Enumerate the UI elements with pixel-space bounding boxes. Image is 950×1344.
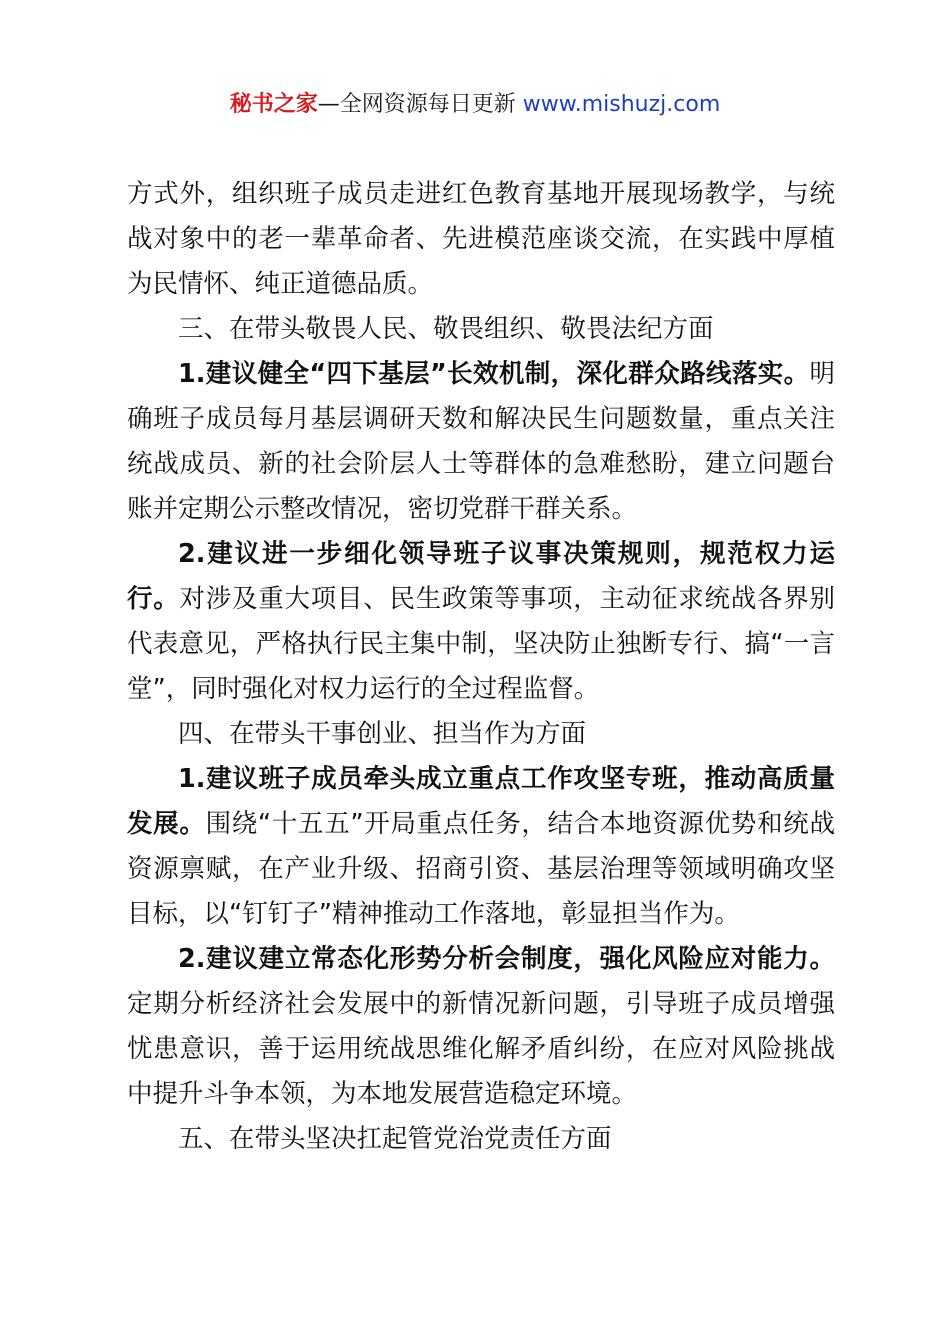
- header-tagline: —全网资源每日更新: [317, 92, 523, 117]
- paragraph-4-2: [127, 937, 835, 1117]
- recommendation-title: 2.建议建立常态化形势分析会制度，强化风险应对能力。: [178, 944, 835, 974]
- section-heading-3: 三、在带头敬畏人民、敬畏组织、敬畏法纪方面: [178, 314, 714, 344]
- recommendation-title: 1.建议健全“四下基层”长效机制，深化群众路线落实。: [178, 359, 810, 389]
- paragraph-3-2: [127, 532, 835, 712]
- site-url-link[interactable]: www.mishuzj.com: [522, 92, 721, 117]
- site-header: [0, 88, 950, 122]
- paragraph-3-1: [127, 352, 835, 532]
- recommendation-text: 明确班子成员每月基层调研天数和解决民生问题数量，重点关注统战成员、新的社会阶层人士等群体的急难愁盼，建立问题台账并定期公示整改情况，密切党群干群关系。: [127, 359, 835, 524]
- document-body: [127, 172, 835, 1162]
- recommendation-title: 2.建议进一步细化领导班子议事决策规则，规范权力运行。: [127, 539, 835, 614]
- recommendation-text: 定期分析经济社会发展中的新情况新问题，引导班子成员增强忧患意识，善于运用统战思维化解矛盾纠纷，在应对风险挑战中提升斗争本领，为本地发展营造稳定环境。: [127, 989, 835, 1109]
- section-heading-5: 五、在带头坚决扛起管党治党责任方面: [178, 1124, 612, 1154]
- recommendation-text: 围绕“十五五”开局重点任务，结合本地资源优势和统战资源禀赋，在产业升级、招商引资、基层治理等领域明确攻坚目标，以“钉钉子”精神推动工作落地，彰显担当作为。: [127, 809, 835, 929]
- paragraph-continuation: 方式外，组织班子成员走进红色教育基地开展现场教学，与统战对象中的老一辈革命者、先进模范座谈交流，在实践中厚植为民情怀、纯正道德品质。: [127, 179, 835, 299]
- section-heading-4: 四、在带头干事创业、担当作为方面: [178, 719, 587, 749]
- recommendation-text: 对涉及重大项目、民生政策等事项，主动征求统战各界别代表意见，严格执行民主集中制，坚决防止独断专行、搞“一言堂”，同时强化对权力运行的全过程监督。: [127, 584, 835, 704]
- paragraph-4-1: [127, 757, 835, 937]
- brand-name: 秘书之家: [229, 92, 318, 117]
- recommendation-title: 1.建议班子成员牵头成立重点工作攻坚专班，推动高质量发展。: [127, 764, 835, 839]
